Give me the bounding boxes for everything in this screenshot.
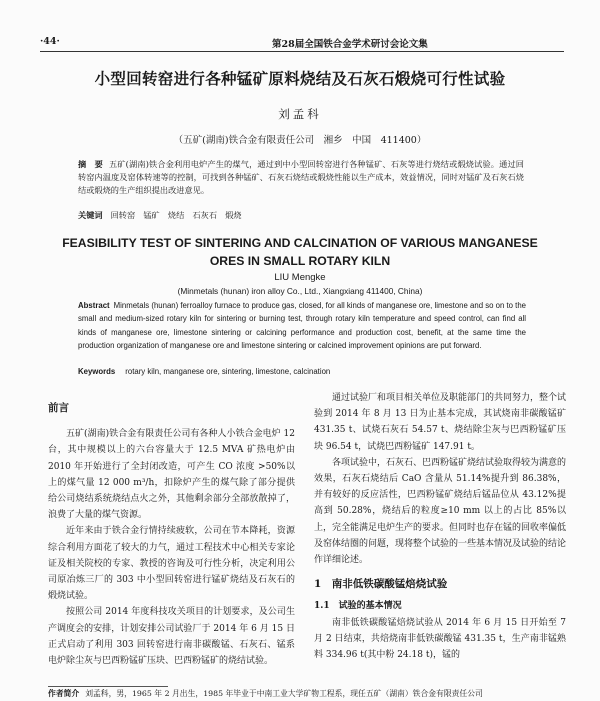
author-footnote [48, 688, 570, 699]
keywords-en-label: Keywords [78, 367, 116, 376]
affiliation-en: (Minmetals (hunan) iron alloy Co., Ltd., Xiangxiang 411400, China) [177, 286, 423, 296]
abstract-en [78, 299, 526, 353]
paper-title-cn: 小型回转窑进行各种锰矿原料烧结及石灰石煅烧可行性试验 [94, 69, 506, 88]
footnote-label: 作者简介 [48, 689, 80, 698]
abstract-cn-text: 五矿(湖南)铁合金利用电炉产生的煤气，通过到中小型回转窑进行各种锰矿、石灰等进行烧结或煅烧试验。通过回转窑内温度及窑体转速等的控制，可找到各种锰矿、石灰石烧结或煅烧性能以生产成本，效益情况，同时对锰矿及石灰石烧结或煅烧的生产组织提出改进意见。 [78, 159, 524, 196]
author-cn: 刘孟科 [278, 107, 322, 121]
keywords-cn-text: 回转窑 锰矿 烧结 石灰石 煅烧 [110, 210, 242, 220]
body-column-right [314, 390, 566, 663]
paragraph: 按照公司 2014 年度科技攻关项目的计划要求，及公司生产调度会的安排，计划安排公司试验厂于 2014 年 6 月 15 日正式启动了利用 303 回转窑进行南非碳酸锰、石灰石、锰系电炉除尘灰与巴西粉锰矿压块、巴西粉锰矿的烧结试验。 [48, 607, 295, 667]
paragraph: 南非低铁碳酸锰焙烧试验从 2014 年 6 月 15 日开始至 7 月 2 日结束，共焙烧南非低铁碳酸锰 431.35 t，生产南非锰熟料 334.96 t(其中粉 24.18 t)，锰的 [314, 617, 566, 661]
keywords-en-text: rotary kiln, manganese ore, sintering, limestone, calcination [125, 367, 331, 376]
section-heading-1: 1 南非低铁碳酸锰焙烧试验 [314, 578, 448, 591]
subsection-heading-1-1: 1.1 试验的基本情况 [314, 601, 402, 612]
abstract-en-label: Abstract [78, 301, 110, 310]
abstract-en-text: Minmetals (hunan) ferroalloy furnace to produce gas, closed, for all kinds of manganese ore, limestone and so on to the small and medium-sized rotary kiln for sintering or burning test, through rotary kiln temperature and speed control, can find all kinds of manganese ore, limestone sintering or calcining performance and production cost, benefit, at the same time the production organization of manganese ore and limestone sintering or calcined improvement opinions are put forward. [78, 301, 526, 351]
page-number: ·44· [40, 36, 60, 47]
keywords-cn [78, 210, 242, 221]
paragraph: 五矿(湖南)铁合金有限责任公司有各种人小铁合金电炉 12 台，其中规模以上的六台容量大于 12.5 MVA 矿热电炉由 2010 年开始进行了全封闭改造，可产生 CO 浓度 >50%以上的煤气量 12 000 m³/h，扣除炉产生的煤气除了部分提供给公司烧结系统烧结点火之外，其他剩余部分全部放散掉了，浪费了大量的煤气资源。 [48, 429, 295, 521]
paragraph: 各项试验中，石灰石、巴西粉锰矿烧结试验取得较为满意的效果，石灰石烧结后 CaO 含量从 51.14%提升到 86.38%，并有较好的反应活性，巴西粉锰矿烧结后锰品位从 43.12%提高到 50.28%，烧结后的粒度≥10 mm 以上的占比 85%以上，完全能满足电炉生产的要求。但同时也存在锰的回收率偏低及窑体结圈的问题，现将整个试验的一些基本情况及试验的结论作详细论述。 [314, 457, 567, 566]
section-heading-preface: 前言 [48, 402, 69, 414]
footnote-text: 刘孟科，男，1965 年 2 月出生，1985 年毕业于中南工业大学矿物工程系，现任五矿（湖南）铁合金有限责任公司 [85, 689, 483, 698]
abstract-cn [78, 158, 524, 198]
paragraph: 通过试验厂和项目相关单位及职能部门的共同努力，整个试验到 2014 年 8 月 13 日为止基本完成，其试烧南非碳酸锰矿 431.35 t、试烧石灰石 54.57 t、烧结除尘灰与巴西粉锰矿压块 96.54 t，试烧巴西粉锰矿 147.91 t。 [314, 393, 567, 452]
keywords-en [78, 367, 330, 376]
abstract-cn-label: 摘 要 [78, 159, 104, 169]
running-header [40, 36, 564, 50]
footnote-rule [48, 686, 168, 687]
paragraph: 近年来由于铁合金行情持续疲软，公司在节本降耗，资源综合利用方面花了较大的力气，通过工程技术中心相关专家论证及相关院校的专家、教授的咨询及可行性分析，决定利用公司原冶炼三厂的 303 中小型回转窑进行锰矿烧结及石灰石的煅烧试验。 [48, 526, 295, 602]
keywords-cn-label: 关键词 [78, 210, 103, 220]
author-en: LIU Mengke [274, 272, 326, 283]
body-column-left [48, 400, 295, 669]
conference-title: 第28届全国铁合金学术研讨会论文集 [272, 39, 428, 50]
affiliation-cn: （五矿(湖南)铁合金有限责任公司 湘乡 中国 411400） [173, 135, 427, 146]
paper-title-en: FEASIBILITY TEST OF SINTERING AND CALCINATION OF VARIOUS MANGANESE ORES IN SMALL ROTARY KILN [62, 236, 538, 268]
header-rule [40, 51, 564, 52]
